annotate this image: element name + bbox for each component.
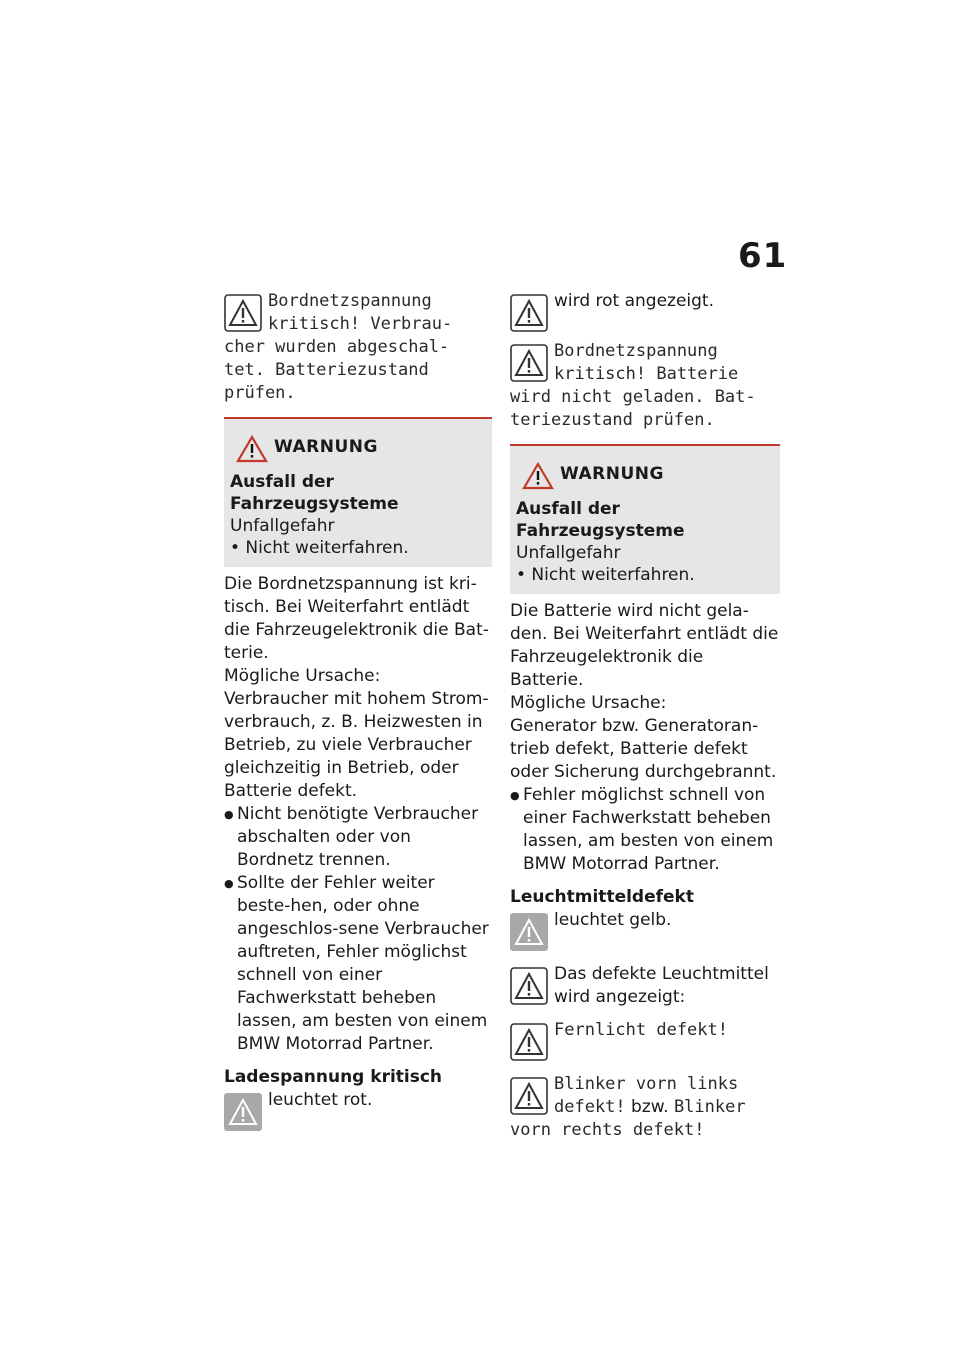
warning-triangle-icon: [236, 435, 268, 467]
warning-triangle-outline-icon: [510, 1077, 548, 1115]
warning-triangle-outline-icon: [510, 294, 548, 332]
display-text: wird angezeigt:: [554, 987, 686, 1007]
display-text: Das defekte Leuchtmittel: [554, 964, 769, 984]
right-column: [510, 290, 780, 1142]
lamp-description: leuchtet rot.: [268, 1090, 373, 1110]
warning-triangle-outline-icon: [510, 967, 548, 1005]
list-item: ● Fehler möglichst schnell von einer Fachwerkstatt beheben lassen, am besten von einem BMW Motorrad Partner.: [510, 784, 780, 876]
display-message-battery-not-charged: [510, 340, 780, 432]
lamp-description: leuchtet gelb.: [554, 910, 672, 930]
cause-label: Mögliche Ursache:: [224, 666, 381, 686]
message-line: Fernlicht defekt!: [554, 1020, 728, 1040]
warning-heading: Ausfall der Fahrzeugsysteme: [230, 472, 399, 514]
display-message-lamp-defect: [510, 963, 780, 1009]
display-red-row: [510, 290, 780, 334]
warning-box: [510, 446, 780, 594]
display-message-indicator: [510, 1073, 780, 1142]
left-column: [224, 290, 492, 1133]
message-line: vorn rechts defekt!: [510, 1120, 705, 1140]
warning-heading: Ausfall der Fahrzeugsysteme: [516, 499, 685, 541]
section-heading-lamp-defect: Leuchtmitteldefekt: [510, 887, 694, 907]
message-line: Bordnetzspannung: [554, 341, 718, 361]
list-item: ● Nicht benötigte Verbraucher abschalten oder von Bordnetz trennen.: [224, 803, 492, 872]
message-line: teriezustand prüfen.: [510, 410, 715, 430]
description-paragraph: Die Bordnetzspannung ist kri-tisch. Bei Weiterfahrt entlädt die Fahrzeugelektronik die Bat-terie.: [224, 574, 489, 663]
warning-triangle-icon: [522, 462, 554, 494]
message-line: wird nicht geladen. Bat-: [510, 387, 756, 407]
warning-text: Unfallgefahr: [516, 543, 621, 563]
warning-instruction: • Nicht weiterfahren.: [516, 565, 695, 585]
indicator-lamp-row: [224, 1089, 492, 1133]
warning-lamp-icon: [224, 1093, 262, 1131]
message-line: cher wurden abgeschal-: [224, 337, 450, 357]
warning-title: WARNUNG: [560, 464, 664, 484]
page-number: 61: [738, 236, 788, 276]
section-heading-charge-voltage: Ladespannung kritisch: [224, 1067, 443, 1087]
message-line: kritisch! Batterie: [554, 364, 739, 384]
warning-triangle-outline-icon: [510, 1023, 548, 1061]
message-line: tet. Batteriezustand: [224, 360, 429, 380]
display-text: wird rot angezeigt.: [554, 291, 715, 311]
message-line: Bordnetzspannung: [268, 291, 432, 311]
cause-text: Verbraucher mit hohem Strom-verbrauch, z. B. Heizwesten in Betrieb, zu viele Verbraucher gleichzeitig in Betrieb, oder Batterie defekt.: [224, 689, 489, 801]
message-line: kritisch! Verbrau-: [268, 314, 453, 334]
message-fragment: Blinker: [673, 1097, 746, 1117]
warning-lamp-icon: [510, 913, 548, 951]
indicator-lamp-row: [510, 909, 780, 953]
cause-text: Generator bzw. Generatoran-trieb defekt, Batterie defekt oder Sicherung durchgebrannt.: [510, 716, 777, 782]
warning-box: [224, 419, 492, 567]
cause-label: Mögliche Ursache:: [510, 693, 667, 713]
connector-text: bzw.: [625, 1097, 674, 1117]
display-message-voltage-critical: [224, 290, 492, 405]
warning-title: WARNUNG: [274, 437, 378, 457]
description-paragraph: Die Batterie wird nicht gela-den. Bei Weiterfahrt entlädt die Fahrzeugelektronik die Batterie.: [510, 601, 779, 690]
message-line: Blinker vorn links: [554, 1074, 739, 1094]
list-item: ● Sollte der Fehler weiter beste-hen, oder ohne angeschlos-sene Verbraucher auftreten, Fehler möglichst schnell von einer Fachwerkstatt beheben lassen, am besten von einem BMW Motorrad Partner.: [224, 872, 492, 1056]
display-message-high-beam: [510, 1019, 780, 1063]
message-fragment: defekt!: [554, 1097, 626, 1117]
warning-instruction: • Nicht weiterfahren.: [230, 538, 409, 558]
warning-triangle-outline-icon: [224, 294, 262, 332]
warning-triangle-outline-icon: [510, 344, 548, 382]
warning-text: Unfallgefahr: [230, 516, 335, 536]
message-line: prüfen.: [224, 383, 296, 403]
